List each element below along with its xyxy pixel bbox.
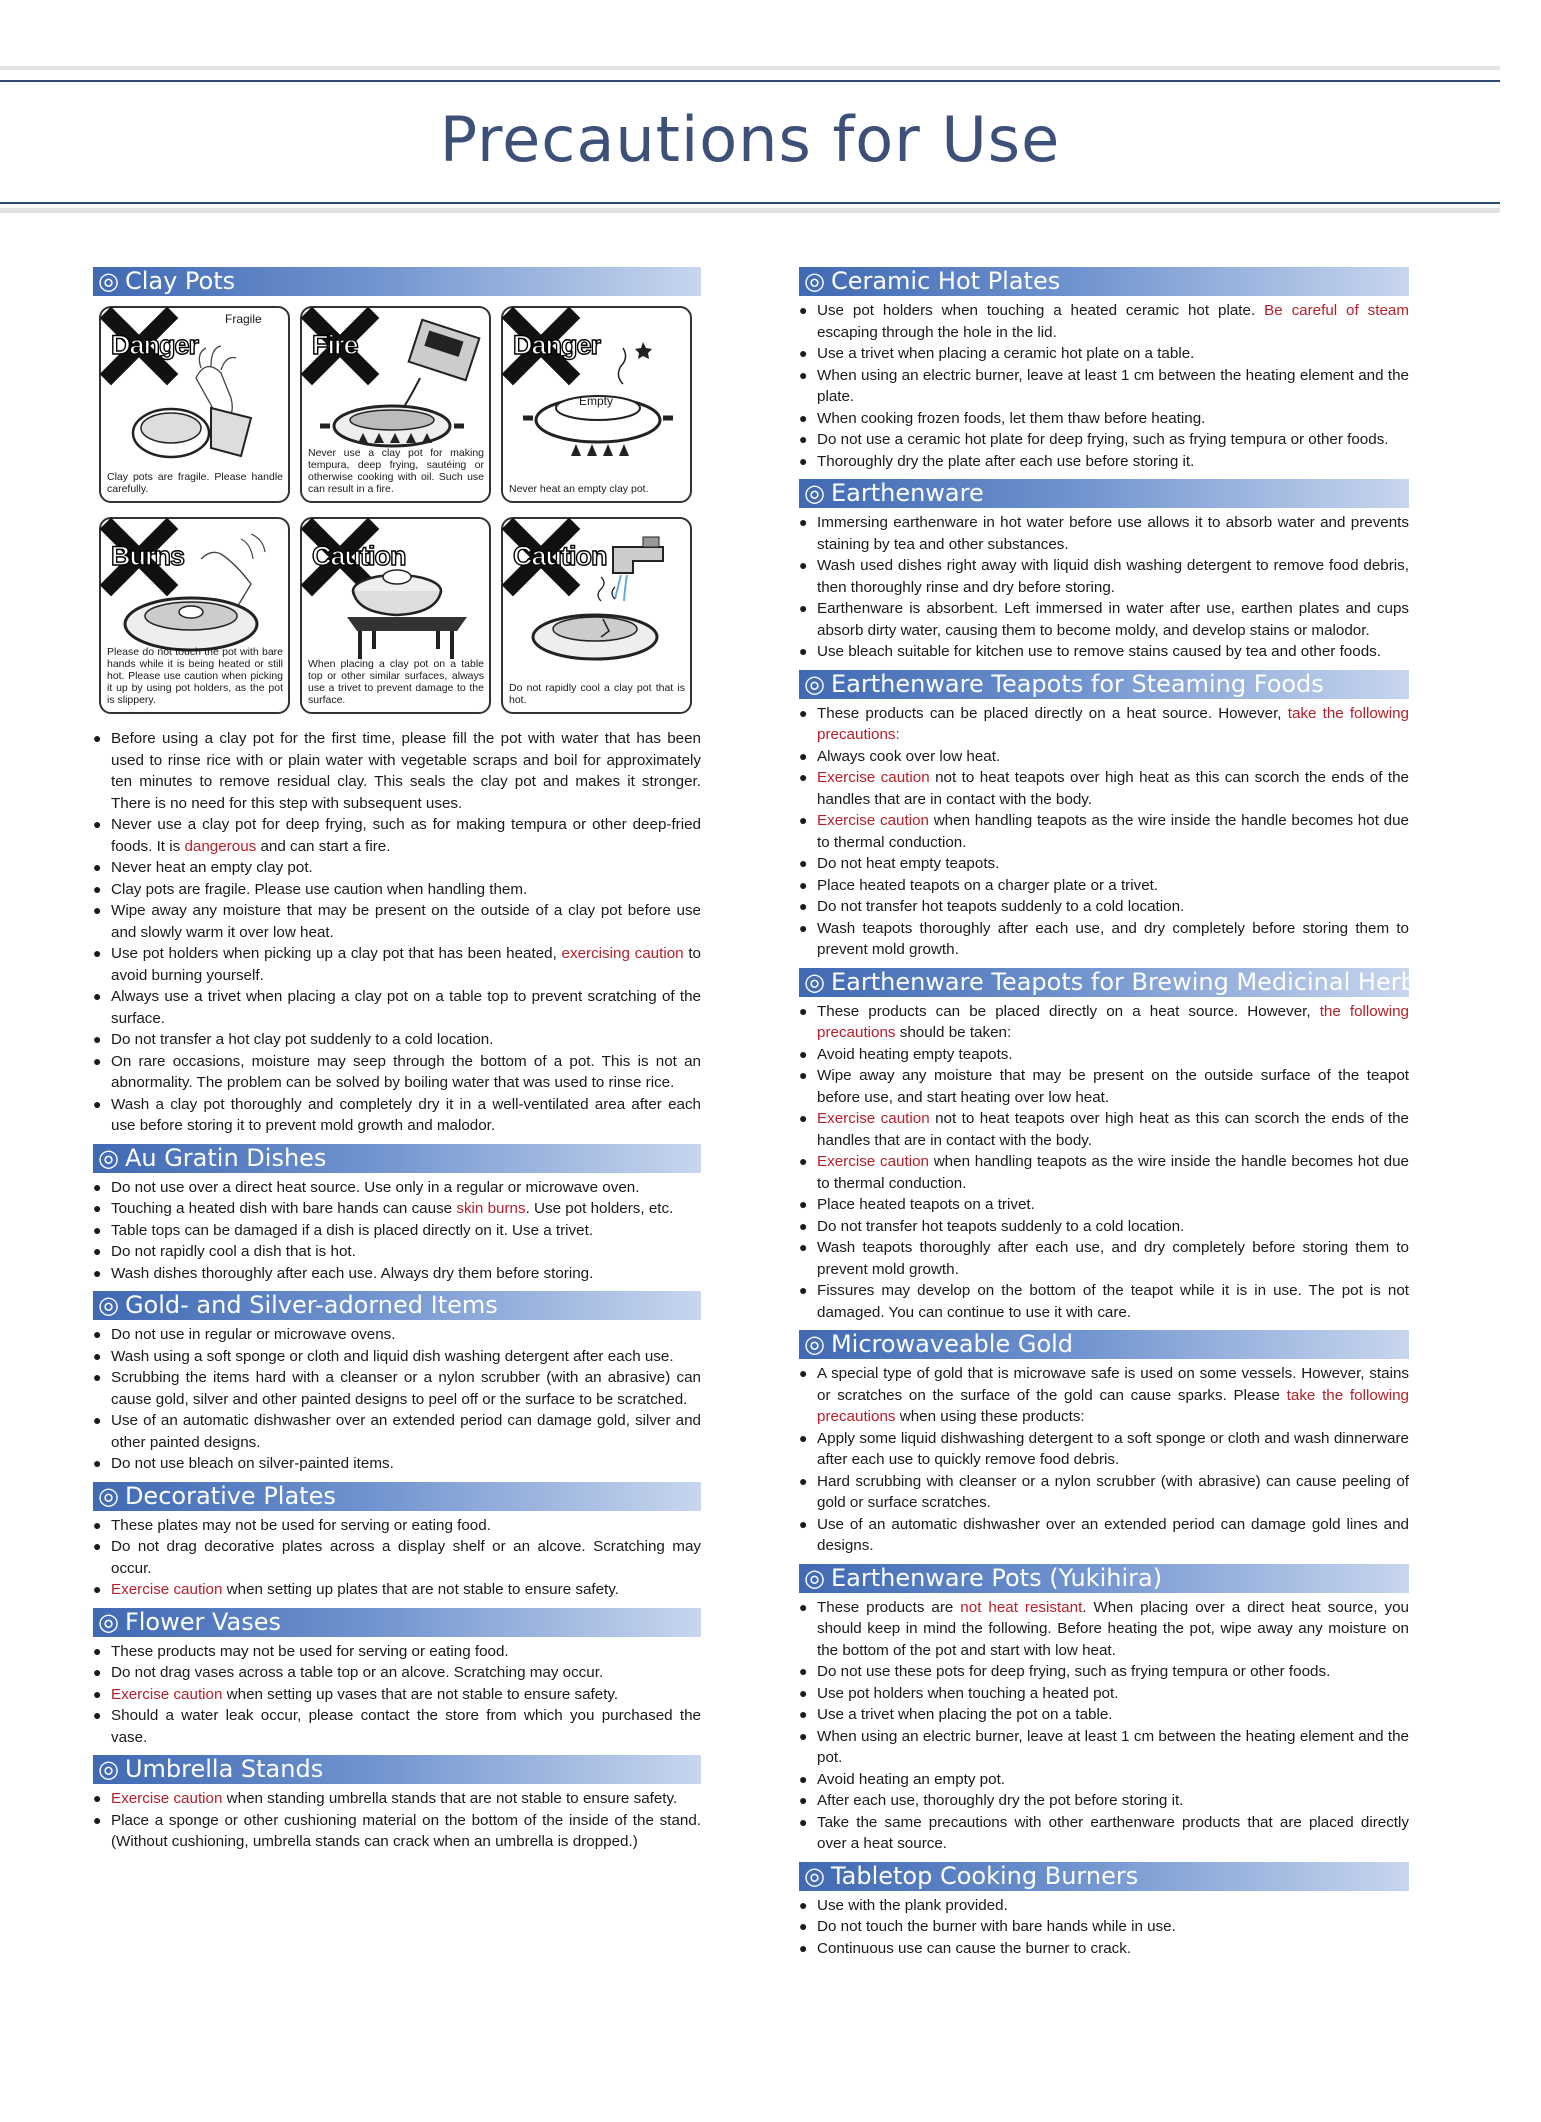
list-item xyxy=(799,1597,1409,1662)
list-item xyxy=(93,1705,701,1748)
item-text: Do not use over a direct heat source. Use only in a regular or microwave oven. xyxy=(111,1178,640,1196)
section-heading xyxy=(93,1482,701,1511)
item-text: On rare occasions, moisture may seep through the bottom of a pot. This is not an abnormality. The problem can be solved by boiling water that was used to rinse rice. xyxy=(111,1052,701,1091)
list-item xyxy=(93,1051,701,1094)
pictogram-label: Fire xyxy=(312,330,358,360)
list-item xyxy=(799,1363,1409,1428)
list-item xyxy=(93,1177,701,1199)
item-text: Never use a clay pot for deep frying, such as for making tempura or other deep-fried foods. It is xyxy=(111,816,701,855)
pictogram-caption: Clay pots are fragile. Please handle carefully. xyxy=(107,471,283,495)
list-item xyxy=(93,986,701,1029)
section-tabletop-cooking-burners xyxy=(799,1862,1409,1960)
item-text: Use pot holders when touching a heated ceramic hot plate. xyxy=(817,302,1265,319)
item-text: Do not rapidly cool a dish that is hot. xyxy=(111,1243,356,1260)
pictogram-label: Danger xyxy=(111,330,199,360)
item-text: Use pot holders when touching a heated pot. xyxy=(817,1684,1119,1702)
list-item xyxy=(93,1094,701,1137)
list-item xyxy=(93,943,701,986)
section-au-gratin-dishes xyxy=(93,1144,701,1285)
list-item xyxy=(799,1683,1409,1705)
list-item xyxy=(799,1237,1409,1280)
item-text: when setting up vases that are not stable to ensure safety. xyxy=(222,1685,619,1703)
bullet-list xyxy=(799,1363,1409,1557)
list-item xyxy=(799,408,1409,430)
top-rule-light xyxy=(0,66,1500,70)
item-text: Wipe away any moisture that may be present on the outside surface of the teapot before use, and start heating over low heat. xyxy=(817,1067,1409,1106)
list-item xyxy=(799,1661,1409,1683)
item-text: Wash a clay pot thoroughly and completely dry it in a well-ventilated area after each use before storing it to prevent mold growth and malodor. xyxy=(111,1095,701,1134)
section-umbrella-stands xyxy=(93,1755,701,1853)
page-title: Precautions for Use xyxy=(439,103,1061,176)
list-item xyxy=(799,703,1409,746)
pictogram-card-danger xyxy=(99,306,290,503)
item-text: Use a trivet when placing the pot on a table. xyxy=(817,1706,1113,1723)
list-item xyxy=(93,1662,701,1684)
section-heading xyxy=(799,1330,1409,1359)
item-text: Use a trivet when placing a ceramic hot plate on a table. xyxy=(817,345,1195,362)
list-item xyxy=(93,1453,701,1475)
item-text: to avoid burning yourself. xyxy=(111,945,701,984)
section-heading-text: Ceramic Hot Plates xyxy=(830,267,1061,295)
bullet-list xyxy=(799,1895,1409,1960)
item-text: Avoid heating empty teapots. xyxy=(817,1045,1013,1063)
section-heading xyxy=(799,479,1409,508)
item-text: Never heat an empty clay pot. xyxy=(111,859,313,876)
item-text: Do not drag vases across a table top or an alcove. Scratching may occur. xyxy=(111,1664,604,1681)
item-text: These products are xyxy=(817,1598,961,1616)
pictogram-label: Danger xyxy=(513,330,601,360)
list-item xyxy=(93,1579,701,1601)
list-item xyxy=(799,1428,1409,1471)
list-item xyxy=(93,879,701,901)
item-text: Do not use in regular or microwave ovens. xyxy=(111,1326,396,1343)
section-gold-and-silver-adorned-items xyxy=(93,1291,701,1475)
section-earthenware-teapots-for-steaming-foods xyxy=(799,670,1409,961)
pictogram-card-caution xyxy=(300,517,491,714)
pictogram-extra-label: Fragile xyxy=(225,312,262,326)
item-text: when handling teapots as the wire inside the handle becomes hot due to thermal conduction. xyxy=(817,812,1409,851)
list-item xyxy=(799,1790,1409,1812)
section-decorative-plates xyxy=(93,1482,701,1601)
list-item xyxy=(93,728,701,814)
item-text: escaping through the hole in the lid. xyxy=(817,323,1057,341)
highlighted-text: Exercise caution xyxy=(111,1581,223,1598)
highlighted-text: take the following precautions xyxy=(817,1386,1409,1425)
section-heading-text: Earthenware xyxy=(830,479,984,507)
list-item xyxy=(799,429,1409,451)
section-heading xyxy=(93,267,701,296)
item-text: When using an electric burner, leave at least 1 cm between the heating element and the pot. xyxy=(817,1727,1409,1766)
bullet-list xyxy=(799,300,1409,472)
item-text: These products can be placed directly on a heat source. However, xyxy=(817,704,1288,722)
list-item xyxy=(93,1788,701,1810)
list-item xyxy=(93,1536,701,1579)
section-heading xyxy=(799,670,1409,699)
list-item xyxy=(93,1198,701,1220)
right-column xyxy=(799,267,1541,1966)
bullet-list xyxy=(93,1324,701,1475)
highlighted-text: Exercise caution xyxy=(111,1790,223,1807)
list-item xyxy=(799,1108,1409,1151)
bullet-list xyxy=(93,1515,701,1601)
section-clay-pots xyxy=(93,267,701,1137)
item-text: should be taken: xyxy=(895,1024,1012,1041)
list-item xyxy=(93,1515,701,1537)
double-circle-icon: ◎ xyxy=(804,1330,825,1358)
list-item xyxy=(799,555,1409,598)
section-heading-text: Earthenware Pots (Yukihira) xyxy=(830,1563,1163,1592)
list-item xyxy=(93,900,701,943)
double-circle-icon: ◎ xyxy=(98,1481,119,1510)
list-item xyxy=(799,1151,1409,1194)
pictogram-extra-label: Empty xyxy=(579,394,614,408)
pictogram-caption: When placing a clay pot on a table top or other similar surfaces, always use a trivet to prevent damage to the surface. xyxy=(308,658,484,706)
list-item xyxy=(93,1810,701,1853)
highlighted-text: take the following precautions: xyxy=(817,704,1409,743)
list-item xyxy=(799,1001,1409,1044)
highlighted-text: exercising caution xyxy=(561,945,684,962)
item-text: Clay pots are fragile. Please use caution when handling them. xyxy=(111,880,528,898)
highlighted-text: not heat resistant xyxy=(960,1598,1083,1616)
list-item xyxy=(93,1367,701,1410)
bullet-list xyxy=(93,1641,701,1749)
list-item xyxy=(799,853,1409,875)
section-heading xyxy=(799,967,1541,997)
item-text: Use pot holders when picking up a clay pot that has been heated, xyxy=(111,945,562,962)
list-item xyxy=(799,300,1409,343)
item-text: Should a water leak occur, please contact the store from which you purchased the vase. xyxy=(111,1707,701,1746)
item-text: Continuous use can cause the burner to crack. xyxy=(817,1939,1132,1957)
list-item xyxy=(799,896,1409,918)
pictogram-card-danger xyxy=(501,306,692,503)
section-heading xyxy=(93,1608,701,1637)
highlighted-text: Exercise caution xyxy=(817,812,929,829)
section-earthenware-teapots-for-brewing-medicinal-herbs-and-teas xyxy=(799,967,1541,1324)
item-text: Place a sponge or other cushioning material on the bottom of the inside of the stand. (Without cushioning, umbrella stands can crack when an umbrella is dropped.) xyxy=(111,1811,701,1850)
item-text: when standing umbrella stands that are not stable to ensure safety. xyxy=(222,1790,678,1807)
item-text: After each use, thoroughly dry the pot before storing it. xyxy=(817,1792,1184,1809)
list-item xyxy=(93,1684,701,1706)
item-text: Apply some liquid dishwashing detergent to a soft sponge or cloth and wash dinnerware after each use to quickly remove food debris. xyxy=(817,1429,1409,1468)
list-item xyxy=(799,1812,1409,1855)
item-text: Place heated teapots on a trivet. xyxy=(817,1196,1035,1213)
double-circle-icon: ◎ xyxy=(804,479,825,507)
list-item xyxy=(799,598,1409,641)
double-circle-icon: ◎ xyxy=(804,967,825,996)
bullet-list xyxy=(93,1788,701,1853)
list-item xyxy=(799,1916,1409,1938)
pictogram-card-burns xyxy=(99,517,290,714)
section-heading xyxy=(93,1755,701,1784)
highlighted-text: Exercise caution xyxy=(817,769,930,786)
item-text: A special type of gold that is microwave safe is used on some vessels. However, stains or scratches on the surface of the gold can cause sparks. Please xyxy=(817,1365,1409,1404)
double-circle-icon: ◎ xyxy=(98,1291,119,1319)
item-text: Do not use a ceramic hot plate for deep frying, such as frying tempura or other foods. xyxy=(817,431,1389,448)
item-text: These products can be placed directly on a heat source. However, xyxy=(817,1002,1320,1020)
double-circle-icon: ◎ xyxy=(804,669,825,698)
item-text: Avoid heating an empty pot. xyxy=(817,1770,1006,1788)
item-text: Always cook over low heat. xyxy=(817,747,1001,765)
pictogram-caption: Never heat an empty clay pot. xyxy=(509,483,649,495)
section-flower-vases xyxy=(93,1608,701,1749)
item-text: Always use a trivet when placing a clay pot on a table top to prevent scratching of the surface. xyxy=(111,988,701,1027)
highlighted-text: Exercise caution xyxy=(817,1153,929,1170)
bullet-list xyxy=(93,1177,701,1285)
list-item xyxy=(799,1471,1409,1514)
double-circle-icon: ◎ xyxy=(98,1755,119,1783)
item-text: Touching a heated dish with bare hands can cause xyxy=(111,1200,457,1217)
section-earthenware xyxy=(799,479,1409,663)
section-heading-text: Earthenware Teapots for Steaming Foods xyxy=(830,669,1324,698)
section-heading-text: Flower Vases xyxy=(124,1607,282,1636)
section-heading xyxy=(93,1291,701,1320)
pictogram-card-fire xyxy=(300,306,491,503)
pictogram-label: Caution xyxy=(312,541,406,571)
double-circle-icon: ◎ xyxy=(98,1607,119,1636)
list-item xyxy=(799,451,1409,473)
pictogram-label: Caution xyxy=(513,541,607,571)
list-item xyxy=(93,1410,701,1453)
list-item xyxy=(799,1044,1409,1066)
item-text: Do not transfer hot teapots suddenly to a cold location. xyxy=(817,898,1185,915)
item-text: Wash dishes thoroughly after each use. Always dry them before storing. xyxy=(111,1264,594,1282)
list-item xyxy=(799,918,1409,961)
section-earthenware-pots-yukihira xyxy=(799,1564,1409,1855)
item-text: Take the same precautions with other earthenware products that are placed directly over a heat source. xyxy=(817,1813,1409,1852)
item-text: Immersing earthenware in hot water before use allows it to absorb water and prevents staining by tea and other substances. xyxy=(817,514,1409,553)
item-text: Wash using a soft sponge or cloth and liquid dish washing detergent after each use. xyxy=(111,1347,674,1365)
bullet-list xyxy=(799,512,1409,663)
list-item xyxy=(799,1704,1409,1726)
bullet-list xyxy=(799,1001,1409,1324)
list-item xyxy=(799,1895,1409,1917)
item-text: Do not use bleach on silver-painted items. xyxy=(111,1455,394,1472)
pictogram-grid xyxy=(99,306,701,714)
highlighted-text: the following precautions xyxy=(817,1002,1409,1041)
list-item xyxy=(799,1065,1409,1108)
list-item xyxy=(93,1641,701,1663)
section-microwaveable-gold xyxy=(799,1330,1409,1557)
title-rule-dark xyxy=(0,202,1500,204)
double-circle-icon: ◎ xyxy=(98,1143,119,1172)
list-item xyxy=(93,1241,701,1263)
item-text: Do not transfer a hot clay pot suddenly to a cold location. xyxy=(111,1031,494,1048)
list-item xyxy=(799,512,1409,555)
list-item xyxy=(799,1514,1409,1557)
section-heading-text: Microwaveable Gold xyxy=(830,1330,1074,1358)
item-text: Hard scrubbing with cleanser or a nylon scrubber (with abrasive) can cause peeling of gold or surface scratches. xyxy=(817,1472,1409,1511)
double-circle-icon: ◎ xyxy=(804,1861,825,1890)
section-heading xyxy=(799,1564,1409,1593)
pictogram-caption: Do not rapidly cool a clay pot that is hot. xyxy=(509,682,685,706)
pictogram-label: Burns xyxy=(111,541,185,571)
item-text: Earthenware is absorbent. Left immersed in water after use, earthen plates and cups absorb dirty water, causing them to become moldy, and develop stains or malodor. xyxy=(817,600,1409,639)
item-text: Scrubbing the items hard with a cleanser or a nylon scrubber (with an abrasive) can cause gold, silver and other painted designs to peel off or the surface to be scratched. xyxy=(111,1369,701,1408)
section-heading xyxy=(799,1862,1409,1891)
list-item xyxy=(799,641,1409,663)
list-item xyxy=(799,343,1409,365)
item-text: Use bleach suitable for kitchen use to remove stains caused by tea and other foods. xyxy=(817,643,1381,660)
left-column xyxy=(93,267,701,1860)
item-text: Do not heat empty teapots. xyxy=(817,855,1000,872)
section-heading xyxy=(93,1144,701,1173)
pictogram-caption: Please do not touch the pot with bare hands while it is being heated or still hot. Please use caution when picking it up by using pot holders, as the pot is slippery. xyxy=(107,646,283,706)
list-item xyxy=(799,746,1409,768)
list-item xyxy=(799,1726,1409,1769)
item-text: When using an electric burner, leave at least 1 cm between the heating element and the plate. xyxy=(817,366,1409,405)
highlighted-text: Be careful of steam xyxy=(1264,302,1409,319)
highlighted-text: Exercise caution xyxy=(111,1685,223,1703)
item-text: Do not use these pots for deep frying, such as frying tempura or other foods. xyxy=(817,1663,1331,1680)
item-text: Do not drag decorative plates across a display shelf or an alcove. Scratching may occur. xyxy=(111,1538,701,1577)
list-item xyxy=(93,1346,701,1368)
item-text: Do not touch the burner with bare hands while in use. xyxy=(817,1918,1176,1935)
item-text: Before using a clay pot for the first time, please fill the pot with water that has been used to rinse rice with or plain water with vegetable scraps and boil for approximately ten minutes to remove residual clay. This seals the clay pot and makes it stronger. There is no need for this step with subsequent uses. xyxy=(111,730,701,812)
double-circle-icon: ◎ xyxy=(804,1563,825,1592)
highlighted-text: skin burns xyxy=(456,1200,526,1217)
item-text: Do not transfer hot teapots suddenly to a cold location. xyxy=(817,1217,1185,1235)
list-item xyxy=(93,1029,701,1051)
double-circle-icon: ◎ xyxy=(804,267,825,295)
section-heading-text: Gold- and Silver-adorned Items xyxy=(124,1291,498,1319)
item-text: not to heat teapots over high heat as this can scorch the ends of the handles that are in contact with the body. xyxy=(817,769,1409,808)
section-heading-text: Au Gratin Dishes xyxy=(124,1143,327,1172)
item-text: Place heated teapots on a charger plate or a trivet. xyxy=(817,876,1159,894)
section-heading-text: Clay Pots xyxy=(124,267,236,295)
list-item xyxy=(93,857,701,879)
highlighted-text: Exercise caution xyxy=(817,1110,930,1127)
item-text: Thoroughly dry the plate after each use before storing it. xyxy=(817,452,1195,470)
item-text: when handling teapots as the wire inside the handle becomes hot due to thermal conduction. xyxy=(817,1153,1409,1192)
list-item xyxy=(799,1216,1409,1238)
item-text: Wash teapots thoroughly after each use, and dry completely before storing them to prevent mold growth. xyxy=(817,919,1409,958)
list-item xyxy=(799,1280,1409,1323)
list-item xyxy=(799,875,1409,897)
item-text: These products may not be used for serving or eating food. xyxy=(111,1642,509,1660)
item-text: These plates may not be used for serving or eating food. xyxy=(111,1516,491,1534)
item-text: Table tops can be damaged if a dish is placed directly on it. Use a trivet. xyxy=(111,1221,594,1239)
item-text: . When placing over a direct heat source, you should keep in mind the following. Before heating the pot, wipe away any moisture on the bottom of the pot and start with low heat. xyxy=(817,1598,1409,1659)
item-text: Fissures may develop on the bottom of the teapot while it is in use. The pot is not damaged. You can continue to use it with care. xyxy=(817,1282,1409,1321)
top-rule-dark xyxy=(0,80,1500,82)
section-heading-text: Earthenware Teapots for Brewing Medicinal Herbs and Teas xyxy=(830,967,1541,996)
item-text: Wipe away any moisture that may be present on the outside of a clay pot before use and slowly warm it over low heat. xyxy=(111,902,701,941)
section-heading-text: Umbrella Stands xyxy=(124,1755,324,1783)
item-text: Wash teapots thoroughly after each use, and dry completely before storing them to prevent mold growth. xyxy=(817,1239,1409,1278)
item-text: When cooking frozen foods, let them thaw before heating. xyxy=(817,409,1206,427)
list-item xyxy=(93,1263,701,1285)
item-text: when setting up plates that are not stable to ensure safety. xyxy=(222,1581,619,1598)
bullet-list xyxy=(93,728,701,1137)
pictogram-card-caution xyxy=(501,517,692,714)
list-item xyxy=(799,810,1409,853)
item-text: Use of an automatic dishwasher over an extended period can damage gold lines and designs. xyxy=(817,1515,1409,1554)
highlighted-text: dangerous xyxy=(184,837,257,855)
list-item xyxy=(799,365,1409,408)
section-ceramic-hot-plates xyxy=(799,267,1409,472)
item-text: and can start a fire. xyxy=(256,837,391,855)
item-text: Use of an automatic dishwasher over an extended period can damage gold, silver and other painted designs. xyxy=(111,1412,701,1451)
list-item xyxy=(799,1194,1409,1216)
item-text: . Use pot holders, etc. xyxy=(525,1200,674,1217)
list-item xyxy=(93,1220,701,1242)
list-item xyxy=(799,1769,1409,1791)
pictogram-caption: Never use a clay pot for making tempura, deep frying, sautéing or otherwise cooking with oil. Such use can result in a fire. xyxy=(308,447,484,495)
title-rule-light xyxy=(0,208,1500,213)
item-text: when using these products: xyxy=(895,1408,1085,1425)
list-item xyxy=(93,1324,701,1346)
list-item xyxy=(799,1938,1409,1960)
bullet-list xyxy=(799,1597,1409,1855)
item-text: not to heat teapots over high heat as this can scorch the ends of the handles that are in contact with the body. xyxy=(817,1110,1409,1149)
section-heading xyxy=(799,267,1409,296)
double-circle-icon: ◎ xyxy=(98,267,119,295)
item-text: Wash used dishes right away with liquid dish washing detergent to remove food debris, then thoroughly rinse and dry before storing. xyxy=(817,557,1409,596)
section-heading-text: Decorative Plates xyxy=(124,1481,336,1510)
bullet-list xyxy=(799,703,1409,961)
list-item xyxy=(93,814,701,857)
list-item xyxy=(799,767,1409,810)
section-heading-text: Tabletop Cooking Burners xyxy=(830,1861,1139,1890)
item-text: Use with the plank provided. xyxy=(817,1896,1008,1914)
